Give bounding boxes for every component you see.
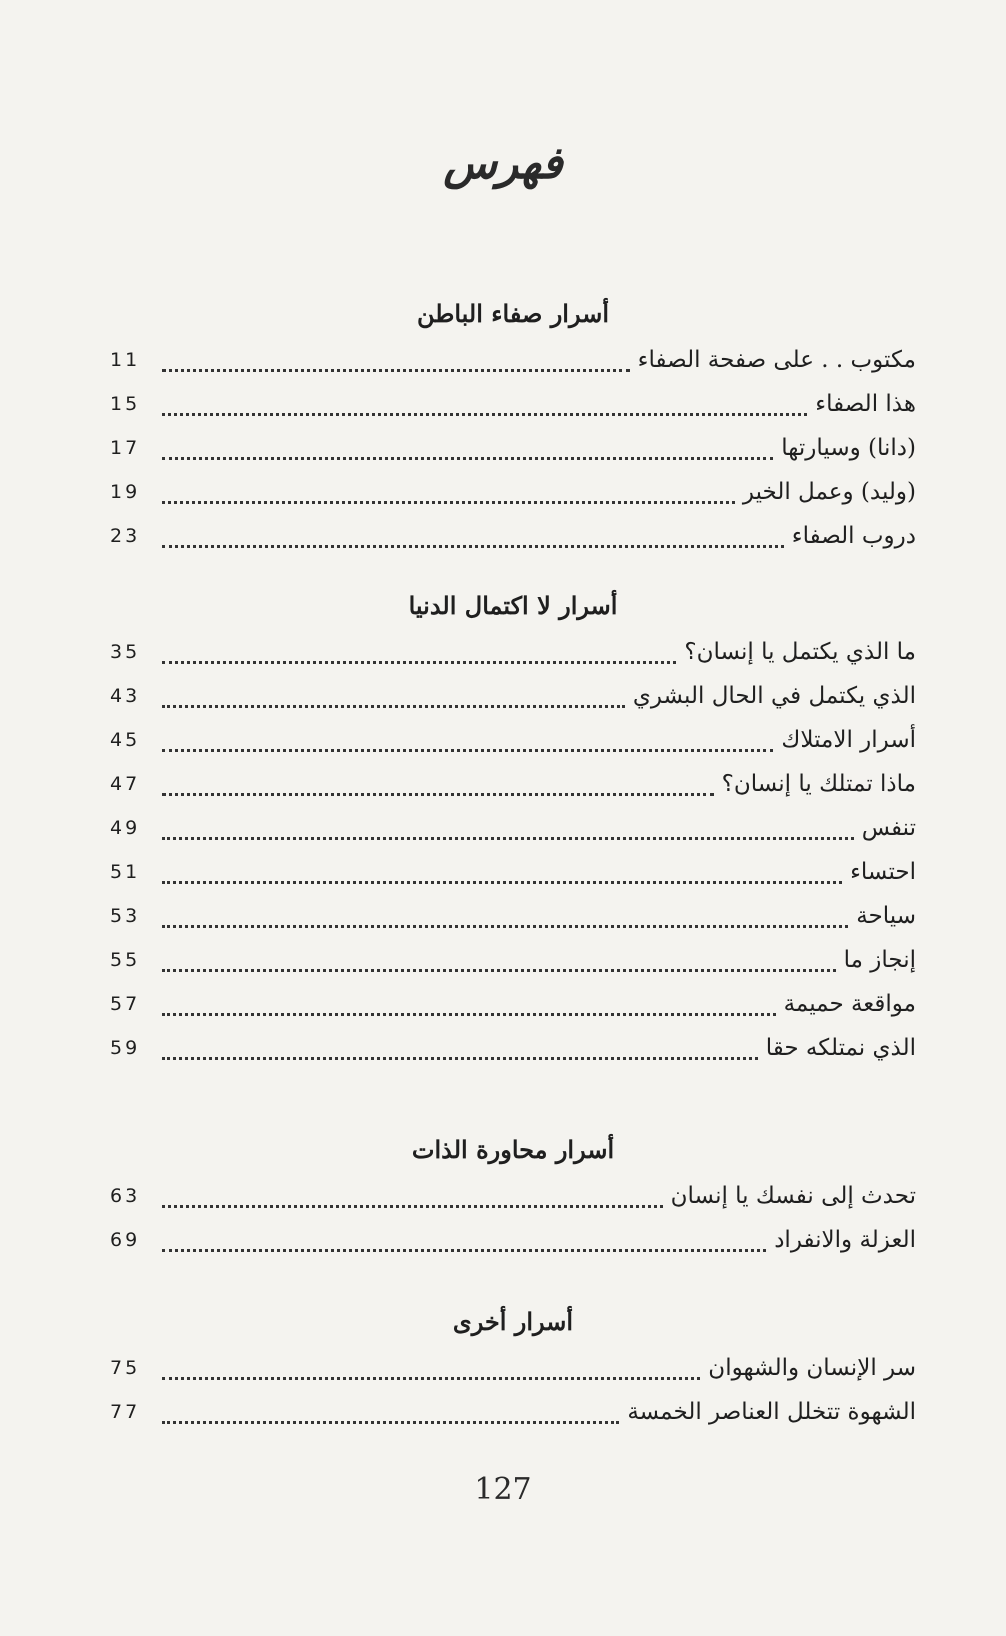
dot-leader	[162, 1009, 776, 1016]
section-heading: أسرار صفاء الباطن	[416, 299, 609, 328]
entry-title: ما الذي يكتمل يا إنسان؟	[684, 639, 916, 665]
toc-entry	[110, 674, 916, 718]
entry-title: (وليد) وعمل الخير	[742, 479, 916, 505]
entry-title: الذي يكتمل في الحال البشري	[632, 683, 916, 709]
dot-leader	[162, 1201, 663, 1208]
dot-leader	[162, 877, 842, 884]
entry-page-number: 63	[110, 1185, 141, 1207]
entry-title: (دانا) وسيارتها	[781, 435, 916, 461]
entry-title: تحدث إلى نفسك يا إنسان	[670, 1183, 916, 1209]
dot-leader	[162, 833, 854, 840]
toc-entry	[110, 1346, 916, 1390]
toc-section	[110, 1300, 916, 1434]
dot-leader	[162, 965, 836, 972]
toc-section	[110, 292, 916, 558]
dot-leader	[162, 453, 773, 460]
entry-page-number: 75	[110, 1357, 141, 1379]
dot-leader	[162, 745, 773, 752]
section-heading: أسرار لا اكتمال الدنيا	[408, 591, 618, 620]
toc-entry	[110, 1174, 916, 1218]
toc-entry	[110, 894, 916, 938]
entry-page-number: 35	[110, 641, 141, 663]
dot-leader	[162, 657, 676, 664]
dot-leader	[162, 921, 848, 928]
page-title: فهرس	[443, 138, 563, 189]
toc-entry	[110, 938, 916, 982]
entry-page-number: 69	[110, 1229, 141, 1251]
entry-page-number: 45	[110, 729, 141, 751]
toc-entry	[110, 1218, 916, 1262]
entry-title: إنجاز ما	[843, 947, 916, 973]
entry-title: دروب الصفاء	[791, 523, 916, 549]
toc-entry	[110, 850, 916, 894]
entry-title: العزلة والانفراد	[774, 1227, 916, 1253]
dot-leader	[162, 1245, 766, 1252]
entry-page-number: 23	[110, 525, 141, 547]
dot-leader	[162, 1053, 758, 1060]
dot-leader	[162, 1373, 700, 1380]
section-heading: أسرار محاورة الذات	[411, 1135, 615, 1164]
entry-title: سياحة	[856, 903, 916, 929]
toc-entry	[110, 762, 916, 806]
dot-leader	[162, 1417, 619, 1424]
entry-title: هذا الصفاء	[815, 391, 916, 417]
toc-entry	[110, 982, 916, 1026]
entry-page-number: 49	[110, 817, 141, 839]
dot-leader	[162, 701, 625, 708]
entry-page-number: 19	[110, 481, 141, 503]
entry-title: ماذا تمتلك يا إنسان؟	[721, 771, 916, 797]
entry-page-number: 57	[110, 993, 141, 1015]
entry-title: مكتوب . . على صفحة الصفاء	[637, 347, 916, 373]
entry-page-number: 55	[110, 949, 141, 971]
entry-title: أسرار الامتلاك	[781, 727, 916, 753]
entry-page-number: 11	[110, 349, 141, 371]
toc-entry	[110, 806, 916, 850]
entry-page-number: 47	[110, 773, 141, 795]
toc-entry	[110, 426, 916, 470]
entry-page-number: 59	[110, 1037, 141, 1059]
dot-leader	[162, 409, 807, 416]
entry-page-number: 77	[110, 1401, 141, 1423]
toc-entry	[110, 1390, 916, 1434]
entry-title: الشهوة تتخلل العناصر الخمسة	[627, 1399, 916, 1425]
entry-title: الذي نمتلكه حقا	[765, 1035, 916, 1061]
toc-section	[110, 584, 916, 1070]
entry-page-number: 15	[110, 393, 141, 415]
entry-title: تنفس	[861, 815, 916, 841]
entry-page-number: 43	[110, 685, 141, 707]
toc-entry	[110, 338, 916, 382]
dot-leader	[162, 365, 630, 372]
toc-entry	[110, 630, 916, 674]
toc-section	[110, 1128, 916, 1262]
dot-leader	[162, 497, 735, 504]
entry-title: احتساء	[850, 859, 916, 885]
toc-entry	[110, 718, 916, 762]
entry-page-number: 53	[110, 905, 141, 927]
page-number: 127	[474, 1472, 532, 1507]
toc-entry	[110, 470, 916, 514]
entry-page-number: 17	[110, 437, 141, 459]
dot-leader	[162, 789, 714, 796]
toc-entry	[110, 514, 916, 558]
entry-page-number: 51	[110, 861, 141, 883]
entry-title: مواقعة حميمة	[783, 991, 916, 1017]
entry-title: سر الإنسان والشهوان	[708, 1355, 916, 1381]
dot-leader	[162, 541, 784, 548]
section-heading: أسرار أخرى	[452, 1307, 574, 1336]
toc-entry	[110, 1026, 916, 1070]
toc-entry	[110, 382, 916, 426]
